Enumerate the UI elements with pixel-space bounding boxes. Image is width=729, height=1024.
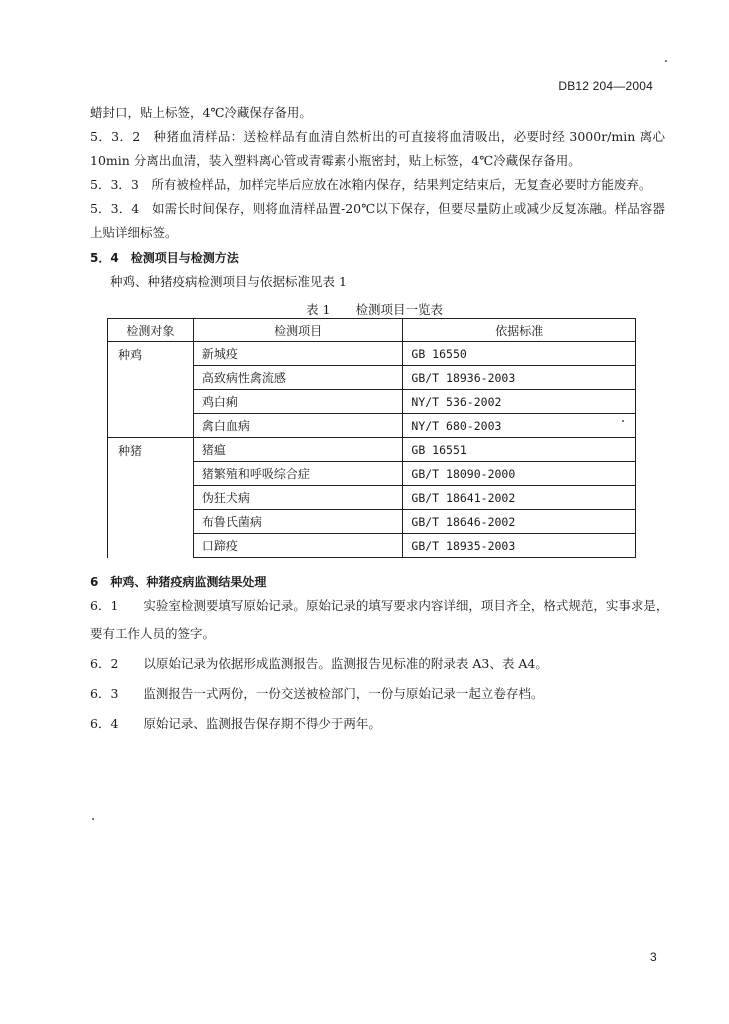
standard-text: GB/T 18936-2003 [411,370,516,385]
table-caption: 表 1 检测项目一览表 [306,302,443,317]
paragraph-line: 10min 分离出血清，装入塑料离心管或青霉素小瓶密封，贴上标签，4℃冷藏保存备用。 [90,153,581,168]
paragraph-line: 5．3．3 所有被检样品，加样完毕后应放在冰箱内保存，结果判定结束后，无复查必要时方能废弃。 [90,177,652,192]
scan-speck [665,60,667,62]
object-cell: 种猪 [108,438,194,558]
table-row [108,342,636,366]
column-header: 依据标准 [403,319,636,342]
item-cell: 新城疫 [193,342,403,366]
inspection-items-table [107,318,636,558]
item-cell: 口蹄疫 [193,534,403,558]
paragraph-line: 6．4 原始记录、监测报告保存期不得少于两年。 [90,716,381,731]
paragraph-line: 上贴详细标签。 [90,225,178,240]
item-cell: 鸡白痢 [193,390,403,414]
page-number: 3 [650,950,657,964]
table-header-row [108,319,636,342]
standard-cell [403,342,636,366]
item-cell: 布鲁氏菌病 [193,510,403,534]
item-cell: 猪瘟 [193,438,403,462]
paragraph-line: 要有工作人员的签字。 [90,626,216,641]
scan-speck [622,420,624,422]
standard-text: GB 16550 [411,346,467,361]
standard-code-header: DB12 204—2004 [558,79,653,93]
standard-text: GB/T 18935-2003 [411,538,516,553]
standard-cell [403,414,636,438]
standard-text: GB/T 18646-2002 [411,514,516,529]
section-heading: 5．4 检测项目与检测方法 [90,251,239,265]
item-cell: 猪繁殖和呼吸综合症 [193,462,403,486]
table-intro-text: 种鸡、种猪疫病检测项目与依据标准见表 1 [110,274,347,289]
standard-text: GB 16551 [411,442,467,457]
paragraph-line: 蜡封口，贴上标签，4℃冷藏保存备用。 [90,105,312,120]
column-header: 检测项目 [193,319,403,342]
item-cell: 禽白血病 [193,414,403,438]
paragraph-line: 5．3．2 种猪血清样品：送检样品有血清自然析出的可直接将血清吸出，必要时经 3000r/min 离心 [90,129,665,144]
paragraph-line: 6．1 实验室检测要填写原始记录。原始记录的填写要求内容详细，项目齐全，格式规范，实事求是， [90,598,669,613]
item-cell: 伪狂犬病 [193,486,403,510]
object-cell: 种鸡 [108,342,194,438]
standard-text: NY/T 680-2003 [411,418,502,433]
paragraph-line: 6．2 以原始记录为依据形成监测报告。监测报告见标准的附录表 A3、表 A4。 [90,656,548,671]
paragraph-line: 6．3 监测报告一式两份，一份交送被检部门，一份与原始记录一起立卷存档。 [90,686,544,701]
standard-text: GB/T 18641-2002 [411,490,516,505]
standard-cell [403,534,636,558]
standard-cell [403,438,636,462]
standard-cell [403,462,636,486]
paragraph-line: 5．3．4 如需长时间保存，则将血清样品置-20℃以下保存，但要尽量防止或减少反复冻融。样品容器 [90,201,665,216]
standard-text: NY/T 536-2002 [411,394,502,409]
standard-cell [403,366,636,390]
standard-text: GB/T 18090-2000 [411,466,516,481]
table-row [108,438,636,462]
standard-cell [403,486,636,510]
scan-speck [92,818,94,820]
item-cell: 高致病性禽流感 [193,366,403,390]
section-heading: 6 种鸡、种猪疫病监测结果处理 [90,575,267,589]
standard-cell [403,510,636,534]
standard-cell [403,390,636,414]
column-header: 检测对象 [108,319,194,342]
